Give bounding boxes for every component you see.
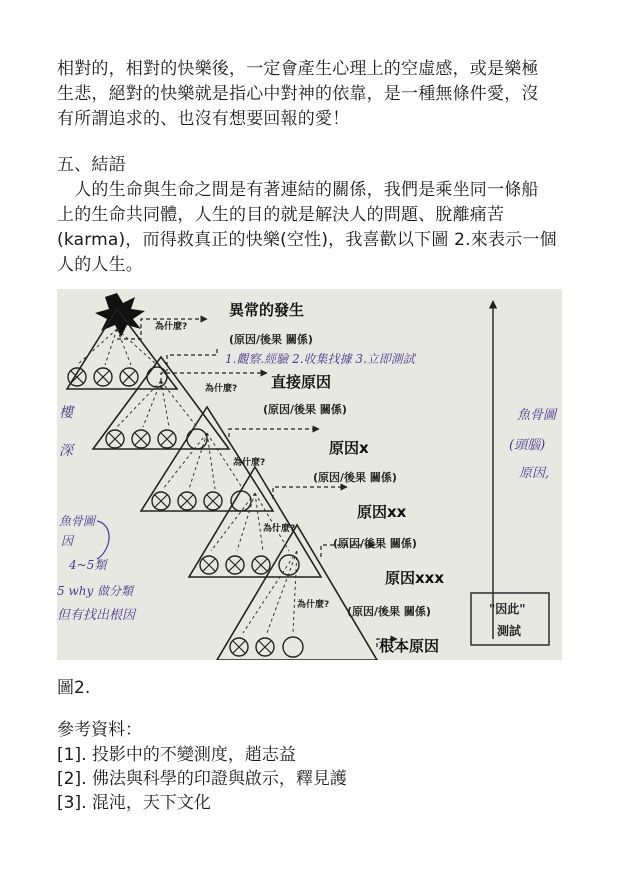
text-line: 生悲，絕對的快樂就是指心中對神的依靠，是一種無條件愛，沒 xyxy=(57,84,539,104)
text-line: 人的人生。 xyxy=(57,255,143,275)
level-sub: (原因/後果 關係) xyxy=(333,537,417,550)
handwritten-note: 魚骨圖 xyxy=(517,408,557,423)
level-sub: (原因/後果 關係) xyxy=(313,471,397,484)
handwritten-note: 4~5類 xyxy=(69,558,107,572)
level-sub: (原因/後果 關係) xyxy=(263,403,347,416)
level-title: 異常的發生 xyxy=(229,301,305,319)
level-title: 直接原因 xyxy=(271,373,332,391)
why-label: 為什麼? xyxy=(297,600,330,610)
handwritten-note: 原因, xyxy=(519,466,550,481)
references-heading: 參考資料： xyxy=(57,720,142,740)
box-label: 測試 xyxy=(497,624,522,638)
level-sub: (原因/後果 關係) xyxy=(229,333,313,346)
figure-caption: 圖2. xyxy=(57,678,91,698)
level-sub: (原因/後果 關係) xyxy=(347,605,431,618)
figure-photo xyxy=(57,289,562,660)
text-line: 相對的，相對的快樂後，一定會產生心理上的空虛感，或是樂極 xyxy=(57,59,539,79)
why-label: 為什麼? xyxy=(155,322,188,332)
handwritten-note: 5 why 做分類 xyxy=(57,584,134,598)
section-heading: 五、結語 xyxy=(57,155,126,175)
handwritten-note: 深 xyxy=(59,443,73,459)
box-label: "因此" xyxy=(489,602,526,616)
reference-item: [1]. 投影中的不變測度，趙志益 xyxy=(57,745,296,765)
level-title: 原因xx xyxy=(357,503,407,521)
handwritten-note: (頭腦) xyxy=(509,438,546,453)
root-cause-diagram xyxy=(57,289,562,660)
handwritten-note: 1.觀察.經驗 2.收集找據 3.立即測試 xyxy=(225,352,415,366)
text-line: 上的生命共同體，人生的目的就是解決人的問題、脫離痛苦 xyxy=(57,205,505,225)
level-title: 原因xxx xyxy=(385,569,445,587)
level-title: 根本原因 xyxy=(379,637,440,655)
handwritten-note: 但有找出根因 xyxy=(57,608,136,623)
why-label: 為什麼? xyxy=(263,524,296,534)
reference-item: [2]. 佛法與科學的印證與啟示，釋見護 xyxy=(57,769,347,789)
handwritten-note: 魚骨圖 xyxy=(59,514,96,528)
level-title: 原因x xyxy=(329,439,369,457)
text-line: 人的生命與生命之間是有著連結的關係，我們是乘坐同一條船 xyxy=(57,180,539,200)
paragraph-conclusion xyxy=(57,178,567,278)
text-line: 有所謂追求的、也沒有想要回報的愛！ xyxy=(57,109,350,129)
handwritten-note: 因 xyxy=(61,534,74,548)
paragraph-intro xyxy=(57,57,567,132)
why-label: 為什麼? xyxy=(205,384,238,394)
handwritten-note: 樓 xyxy=(59,405,73,421)
reference-item: [3]. 混沌，天下文化 xyxy=(57,793,211,813)
text-line: (karma)，而得救真正的快樂(空性)，我喜歡以下圖 2.來表示一個 xyxy=(57,230,557,250)
why-label: 為什麼? xyxy=(233,458,266,468)
